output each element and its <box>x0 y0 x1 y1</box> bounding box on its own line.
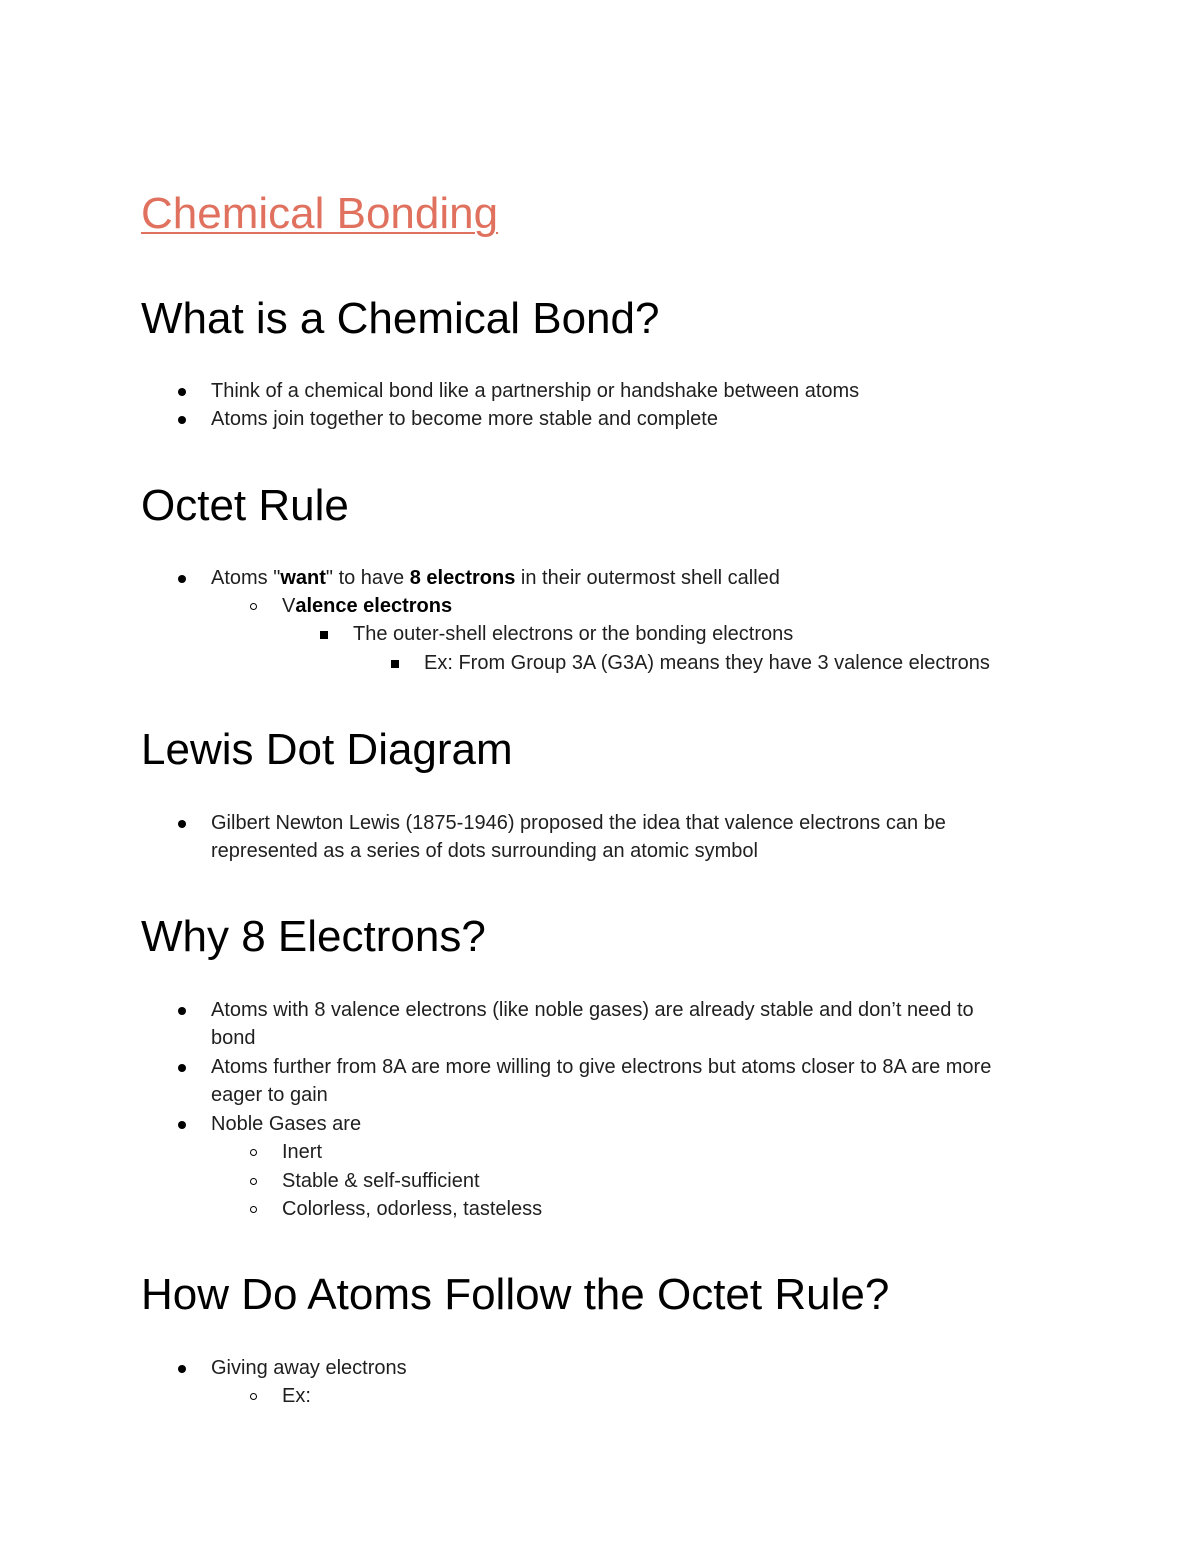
list-item: Think of a chemical bond like a partnership or handshake between atoms <box>211 380 860 402</box>
bullet-disc-icon <box>178 388 186 396</box>
bullet-square-icon <box>320 631 328 639</box>
bullet-disc-icon <box>178 1064 186 1072</box>
bullet-disc-icon <box>178 575 186 583</box>
bullet-disc-icon <box>178 1121 186 1129</box>
list-item <box>211 564 780 593</box>
bullet-disc-icon <box>178 416 186 424</box>
list-item <box>282 592 452 621</box>
list-item-continuation: eager to gain <box>211 1084 328 1106</box>
bold-text-8-electrons: 8 electrons <box>409 567 516 589</box>
bullet-circle-icon <box>250 603 257 610</box>
list-item: Inert <box>282 1141 323 1163</box>
bullet-disc-icon <box>178 1007 186 1015</box>
heading-how-do-atoms-follow-the-octet-rule: How Do Atoms Follow the Octet Rule? <box>141 1270 890 1319</box>
list-item: Ex: From Group 3A (G3A) means they have 3 valence electrons <box>424 652 990 674</box>
bold-text-valence-electrons: alence electrons <box>295 595 453 617</box>
list-item: Giving away electrons <box>211 1357 407 1379</box>
text-run: " to have <box>325 567 410 589</box>
list-item: Stable & self-sufficient <box>282 1170 480 1192</box>
bullet-disc-icon <box>178 820 186 828</box>
text-run: Atoms " <box>211 567 281 589</box>
list-item: Ex: <box>282 1385 311 1407</box>
bullet-disc-icon <box>178 1365 186 1373</box>
document-title: Chemical Bonding <box>141 189 499 238</box>
bullet-square-icon <box>391 660 399 668</box>
bullet-circle-icon <box>250 1149 257 1156</box>
heading-what-is-a-chemical-bond: What is a Chemical Bond? <box>141 294 660 343</box>
list-item: Colorless, odorless, tasteless <box>282 1198 543 1220</box>
heading-octet-rule: Octet Rule <box>141 481 349 530</box>
list-item: Atoms further from 8A are more willing to give electrons but atoms closer to 8A are more <box>211 1056 992 1078</box>
bold-text-want: want <box>280 567 326 589</box>
bullet-circle-icon <box>250 1178 257 1185</box>
heading-why-8-electrons: Why 8 Electrons? <box>141 912 486 961</box>
list-item-continuation: represented as a series of dots surrounding an atomic symbol <box>211 840 758 862</box>
list-item: Gilbert Newton Lewis (1875-1946) proposed the idea that valence electrons can be <box>211 812 946 834</box>
list-item: Noble Gases are <box>211 1113 362 1135</box>
list-item: Atoms join together to become more stable and complete <box>211 408 718 430</box>
list-item: The outer-shell electrons or the bonding electrons <box>353 623 794 645</box>
list-item: Atoms with 8 valence electrons (like noble gases) are already stable and don’t need to <box>211 999 974 1021</box>
text-run: V <box>282 595 296 617</box>
bullet-circle-icon <box>250 1206 257 1213</box>
bullet-circle-icon <box>250 1393 257 1400</box>
list-item-continuation: bond <box>211 1027 256 1049</box>
heading-lewis-dot-diagram: Lewis Dot Diagram <box>141 725 513 774</box>
text-run: in their outermost shell called <box>515 567 780 589</box>
